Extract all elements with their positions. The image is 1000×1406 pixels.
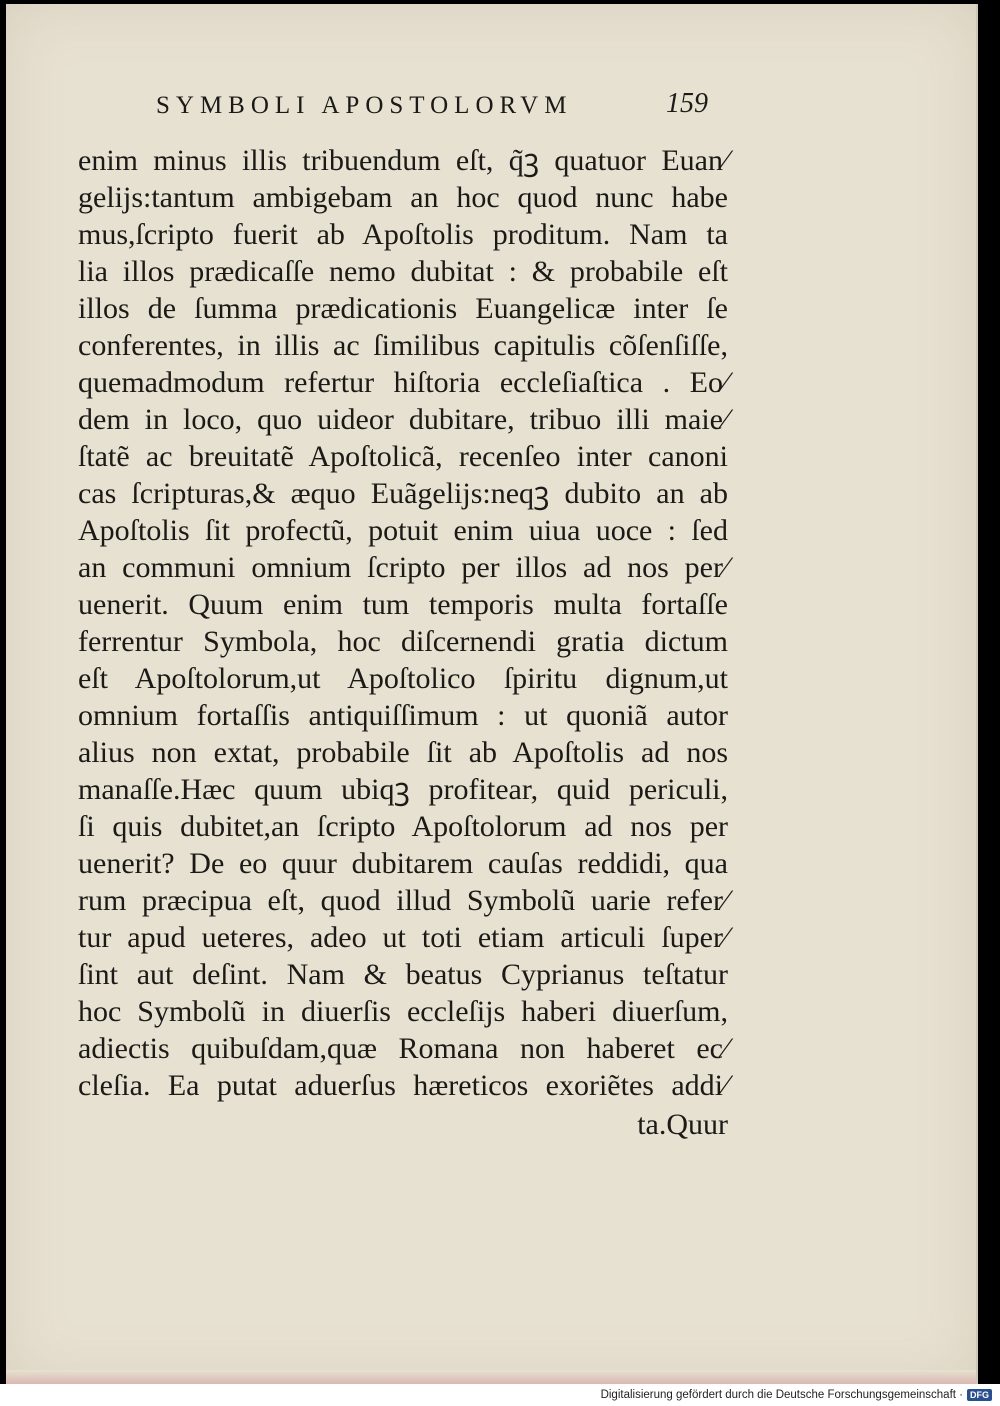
text-line: adiectis quibuſdam,quæ Romana non haberet ec⁄ <box>78 1032 728 1065</box>
book-page <box>6 4 978 1384</box>
text-line: manaſſe.Hæc quum ubiqꝫ profitear, quid periculi, <box>78 773 728 806</box>
text-line: illos de ſumma prædicationis Euangelicæ inter ſe <box>78 292 728 325</box>
text-line: conferentes, in illis ac ſimilibus capitulis cõſenſiſſe, <box>78 329 728 362</box>
text-line: omnium fortaſſis antiquiſſimum : ut quoniã autor <box>78 699 728 732</box>
text-line: Apoſtolis ſit profectũ, potuit enim uiua uoce : ſed <box>78 514 728 547</box>
text-line: ſint aut deſint. Nam & beatus Cyprianus teſtatur <box>78 958 728 991</box>
text-line: hoc Symbolũ in diuerſis eccleſijs haberi diuerſum, <box>78 995 728 1028</box>
text-line: tur apud ueteres, adeo ut toti etiam articuli ſuper⁄ <box>78 921 728 954</box>
text-line: lia illos prædicaſſe nemo dubitat : & probabile eſt <box>78 255 728 288</box>
text-line: mus,ſcripto fuerit ab Apoſtolis proditum. Nam ta <box>78 218 728 251</box>
text-line: quemadmodum refertur hiſtoria eccleſiaſtica . Eo⁄ <box>78 366 728 399</box>
text-line: an communi omnium ſcripto per illos ad nos per⁄ <box>78 551 728 584</box>
text-line: cleſia. Ea putat aduerſus hæreticos exoriẽtes addi⁄ <box>78 1069 728 1102</box>
text-line: rum præcipua eſt, quod illud Symbolũ uarie refer⁄ <box>78 884 728 917</box>
text-line: ſi quis dubitet,an ſcripto Apoſtolorum ad nos per <box>78 810 728 843</box>
text-line: enim minus illis tribuendum eſt, q̃ꝫ quatuor Euan⁄ <box>78 144 728 177</box>
text-line: eſt Apoſtolorum,ut Apoſtolico ſpiritu dignum,ut <box>78 662 728 695</box>
text-line: gelijs:tantum ambigebam an hoc quod nunc habe <box>78 181 728 214</box>
digitization-footer <box>0 1384 1000 1406</box>
footer-text: Digitalisierung gefördert durch die Deutsche Forschungsgemeinschaft · <box>600 1389 963 1401</box>
page-edge <box>6 1370 976 1384</box>
text-line: ferrentur Symbola, hoc diſcernendi gratia dictum <box>78 625 728 658</box>
page-number: 159 <box>666 88 708 119</box>
dfg-logo-icon: DFG <box>967 1389 992 1401</box>
text-line: dem in loco, quo uideor dubitare, tribuo illi maie⁄ <box>78 403 728 436</box>
text-line: alius non extat, probabile ſit ab Apoſtolis ad nos <box>78 736 728 769</box>
text-line: uenerit. Quum enim tum temporis multa fortaſſe <box>78 588 728 621</box>
running-head: SYMBOLI APOSTOLORVM <box>156 92 573 119</box>
catchword: ta.Quur <box>637 1108 728 1141</box>
text-block <box>78 142 728 1143</box>
text-line: ſtatẽ ac breuitatẽ Apoſtolicã, recenſeo inter canoni <box>78 440 728 473</box>
text-line: cas ſcripturas,& æquo Euãgelijs:neqꝫ dubito an ab <box>78 477 728 510</box>
text-line: uenerit? De eo quur dubitarem cauſas reddidi, qua <box>78 847 728 880</box>
